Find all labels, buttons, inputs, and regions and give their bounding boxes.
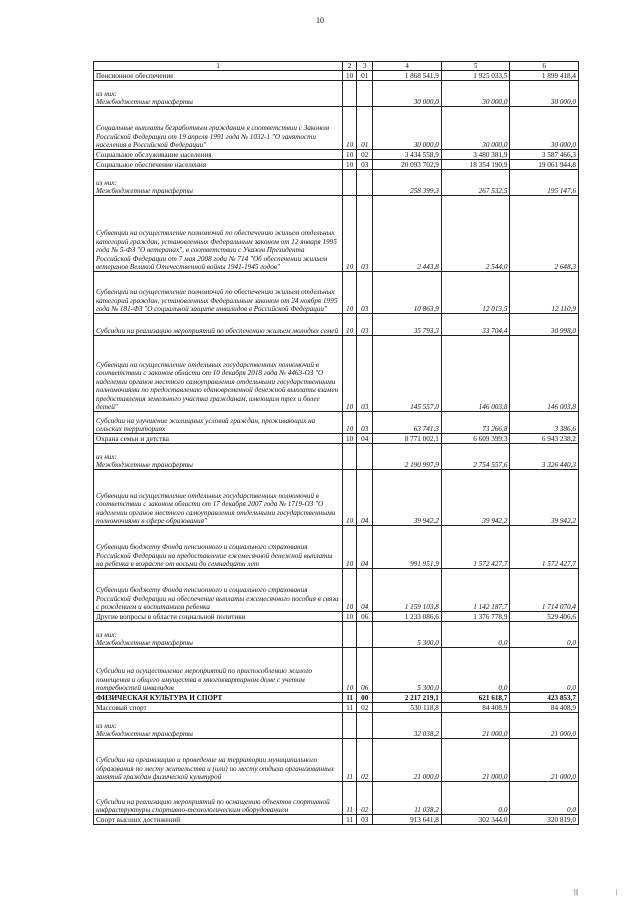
row-value-col5-cell: 33 704,4	[441, 314, 510, 336]
row-name-cell: Охрана семьи и детства	[94, 434, 343, 444]
row-subsection-code-cell: 03	[357, 412, 373, 434]
row-name-cell: Спорт высших достижений	[94, 815, 343, 825]
row-value-col5-cell: 18 354 190,9	[441, 160, 510, 170]
table-row	[94, 336, 579, 412]
row-value-col4-cell: 8 771 002,1	[373, 434, 442, 444]
row-subsection-code-cell: 03	[357, 196, 373, 272]
row-value-col5-cell: 12 013,5	[441, 272, 510, 314]
header-cell-1: 1	[94, 62, 343, 71]
row-subsection-code-cell	[357, 81, 373, 107]
row-section-code-cell: 10	[343, 272, 357, 314]
row-value-col5-cell: 0,0	[441, 648, 510, 693]
row-subsection-code-cell: 06	[357, 648, 373, 693]
row-name-cell: Субсидии на улучшение жилищных условий граждан, проживающих на сельских территориях	[94, 412, 343, 434]
table-row	[94, 314, 579, 336]
row-section-code-cell: 10	[343, 336, 357, 412]
row-section-code-cell: 10	[343, 314, 357, 336]
row-section-code-cell: 11	[343, 815, 357, 825]
row-value-col6-cell: 12 110,9	[510, 272, 579, 314]
row-subsection-code-cell: 02	[357, 703, 373, 713]
row-name-cell: из них: Межбюджетные трансферты	[94, 622, 343, 648]
row-value-col6-cell: 1 572 427,7	[510, 526, 579, 569]
row-value-col4-cell: 11 038,2	[373, 782, 442, 815]
row-value-col5-cell: 84 408,9	[441, 703, 510, 713]
row-section-code-cell	[343, 170, 357, 196]
row-subsection-code-cell	[357, 622, 373, 648]
row-value-col5-cell: 1 925 033,5	[441, 71, 510, 81]
row-name-cell: Субсидии на осуществление мероприятий по приспособлению жилого помещения и общего имущества в многоквартирном доме с учетом потребностей инвалидов	[94, 648, 343, 693]
row-name-cell: Субвенции на осуществление полномочий по обеспечению жильем отдельных категорий граждан, установленных Федеральным законом от 12 января 1995 года № 5-ФЗ "О ветеранах", в соответствии с Указом Президента Российской Федерации от 7 мая 2008 года № 714 "Об обеспечении жильем ветеранов Великой Отечественной войны 1941-1945 годов"	[94, 196, 343, 272]
row-subsection-code-cell: 02	[357, 150, 373, 160]
table-row	[94, 196, 579, 272]
row-value-col4-cell: 21 000,0	[373, 739, 442, 782]
row-value-col6-cell: 21 000,0	[510, 739, 579, 782]
row-name-cell: Субвенции бюджету Фонда пенсионного и социального страхования Российской Федерации на обеспечение выплаты ежемесячного пособия в связи с рождением и воспитанием ребенка	[94, 569, 343, 612]
row-value-col6-cell: 3 587 466,3	[510, 150, 579, 160]
row-value-col5-cell: 267 532,5	[441, 170, 510, 196]
row-value-col4-cell: 913 641,8	[373, 815, 442, 825]
header-cell-6: 6	[510, 62, 579, 71]
row-value-col6-cell: 21 000,0	[510, 713, 579, 739]
row-subsection-code-cell: 02	[357, 782, 373, 815]
table-row	[94, 150, 579, 160]
row-value-col5-cell: 146 003,8	[441, 336, 510, 412]
row-value-col4-cell: 258 399,3	[373, 170, 442, 196]
row-name-cell: из них: Межбюджетные трансферты	[94, 170, 343, 196]
row-subsection-code-cell: 04	[357, 569, 373, 612]
row-value-col6-cell: 2 648,3	[510, 196, 579, 272]
row-value-col6-cell: 30 000,0	[510, 107, 579, 150]
row-value-col4-cell: 530 118,8	[373, 703, 442, 713]
table-row	[94, 782, 579, 815]
row-value-col5-cell: 30 000,0	[441, 81, 510, 107]
row-value-col6-cell: 1 714 070,4	[510, 569, 579, 612]
row-section-code-cell: 11	[343, 693, 357, 703]
row-value-col6-cell: 529 406,6	[510, 612, 579, 622]
row-value-col5-cell: 6 609 399,3	[441, 434, 510, 444]
table-row	[94, 713, 579, 739]
row-value-col4-cell: 1 868 541,9	[373, 71, 442, 81]
row-value-col6-cell: 423 853,7	[510, 693, 579, 703]
row-subsection-code-cell: 03	[357, 336, 373, 412]
row-name-cell: Массовый спорт	[94, 703, 343, 713]
row-value-col5-cell: 1 376 778,9	[441, 612, 510, 622]
row-subsection-code-cell: 03	[357, 272, 373, 314]
row-name-cell: Субвенции на осуществление отдельных государственных полномочий в соответствии с законом области от 10 декабря 2018 года № 4463-ОЗ "О наделении органов местного самоуправления отдельными государственными полномочиями по предоставлению единовременной денежной выплаты взамен предоставления земельного участка гражданам, имеющим трех и более детей"	[94, 336, 343, 412]
table-row	[94, 739, 579, 782]
row-value-col5-cell: 2 754 557,6	[441, 444, 510, 470]
table-row	[94, 81, 579, 107]
row-value-col4-cell: 30 000,0	[373, 107, 442, 150]
header-cell-3: 3	[357, 62, 373, 71]
row-section-code-cell: 10	[343, 612, 357, 622]
table-row	[94, 693, 579, 703]
table-row	[94, 526, 579, 569]
table-row	[94, 272, 579, 314]
row-name-cell: из них: Межбюджетные трансферты	[94, 81, 343, 107]
table-row	[94, 815, 579, 825]
row-name-cell: Социальное обеспечение населения	[94, 160, 343, 170]
row-value-col4-cell: 39 942,2	[373, 470, 442, 526]
row-section-code-cell: 10	[343, 470, 357, 526]
row-name-cell: из них: Межбюджетные трансферты	[94, 444, 343, 470]
row-name-cell: Социальные выплаты безработным гражданам в соответствии с Законом Российской Федерации от 19 апреля 1991 года № 1032-1 "О занятости населения в Российской Федерации"	[94, 107, 343, 150]
row-value-col6-cell: 1 899 418,4	[510, 71, 579, 81]
row-value-col4-cell: 2 190 997,9	[373, 444, 442, 470]
row-subsection-code-cell	[357, 713, 373, 739]
footer-mark-right: |	[616, 888, 618, 896]
row-subsection-code-cell: 03	[357, 160, 373, 170]
row-subsection-code-cell: 04	[357, 526, 373, 569]
row-section-code-cell: 10	[343, 434, 357, 444]
table-row	[94, 170, 579, 196]
row-name-cell: Социальное обслуживание населения	[94, 150, 343, 160]
row-value-col5-cell: 2 544,0	[441, 196, 510, 272]
row-name-cell: Субвенции на осуществление полномочий по обеспечению жильем отдельных категорий граждан, установленных Федеральным законом от 24 ноября 1995 года № 181-ФЗ "О социальной защите инвалидов в Российской Федерации"	[94, 272, 343, 314]
row-value-col6-cell: 0,0	[510, 622, 579, 648]
table-row	[94, 648, 579, 693]
row-value-col6-cell: 320 819,0	[510, 815, 579, 825]
budget-table	[93, 61, 579, 825]
header-cell-4: 4	[373, 62, 442, 71]
row-name-cell: Субсидии на организацию и проведение на территории муниципального образования по месту жительства и (или) по месту отдыха организованных занятий граждан физической культурой	[94, 739, 343, 782]
row-value-col6-cell: 19 061 944,8	[510, 160, 579, 170]
row-subsection-code-cell	[357, 444, 373, 470]
row-subsection-code-cell: 03	[357, 815, 373, 825]
row-section-code-cell	[343, 444, 357, 470]
footer-mark-left: |||	[574, 888, 579, 896]
row-section-code-cell: 10	[343, 150, 357, 160]
row-section-code-cell: 10	[343, 526, 357, 569]
row-value-col5-cell: 30 000,0	[441, 107, 510, 150]
page-number: 10	[316, 16, 324, 25]
row-section-code-cell: 10	[343, 648, 357, 693]
row-value-col5-cell: 0,0	[441, 622, 510, 648]
row-value-col6-cell: 30 998,0	[510, 314, 579, 336]
row-value-col5-cell: 21 000,0	[441, 713, 510, 739]
row-name-cell: Субвенции на осуществление отдельных государственных полномочий в соответствии с законом области от 17 декабря 2007 года № 1719-ОЗ "О наделении органов местного самоуправления отдельными государственными полномочиями в сфере образования"	[94, 470, 343, 526]
row-subsection-code-cell: 01	[357, 107, 373, 150]
table-row	[94, 107, 579, 150]
table-row	[94, 612, 579, 622]
row-value-col5-cell: 39 942,2	[441, 470, 510, 526]
row-name-cell: Пенсионное обеспечение	[94, 71, 343, 81]
row-subsection-code-cell: 04	[357, 434, 373, 444]
row-value-col5-cell: 0,0	[441, 782, 510, 815]
row-section-code-cell: 10	[343, 160, 357, 170]
row-section-code-cell	[343, 81, 357, 107]
row-section-code-cell: 10	[343, 569, 357, 612]
row-name-cell: ФИЗИЧЕСКАЯ КУЛЬТУРА И СПОРТ	[94, 693, 343, 703]
row-section-code-cell: 11	[343, 739, 357, 782]
row-value-col4-cell: 3 434 558,9	[373, 150, 442, 160]
row-section-code-cell: 10	[343, 196, 357, 272]
row-value-col5-cell: 302 344,0	[441, 815, 510, 825]
row-subsection-code-cell: 01	[357, 71, 373, 81]
row-name-cell: из них: Межбюджетные трансферты	[94, 713, 343, 739]
row-value-col5-cell: 73 266,8	[441, 412, 510, 434]
table-row	[94, 444, 579, 470]
table-header-row	[94, 62, 579, 71]
row-value-col6-cell: 146 003,8	[510, 336, 579, 412]
row-value-col6-cell: 195 147,6	[510, 170, 579, 196]
table-row	[94, 71, 579, 81]
header-cell-2: 2	[343, 62, 357, 71]
row-value-col6-cell: 0,0	[510, 782, 579, 815]
row-value-col6-cell: 3 326 440,3	[510, 444, 579, 470]
row-subsection-code-cell: 03	[357, 314, 373, 336]
row-section-code-cell: 10	[343, 412, 357, 434]
table-row	[94, 160, 579, 170]
table-row	[94, 569, 579, 612]
row-section-code-cell: 10	[343, 107, 357, 150]
row-value-col4-cell: 2 443,8	[373, 196, 442, 272]
row-section-code-cell: 10	[343, 71, 357, 81]
row-value-col5-cell: 3 480 381,9	[441, 150, 510, 160]
row-value-col4-cell: 5 300,0	[373, 622, 442, 648]
row-value-col4-cell: 5 300,0	[373, 648, 442, 693]
table-row	[94, 622, 579, 648]
row-section-code-cell	[343, 713, 357, 739]
row-value-col6-cell: 3 386,6	[510, 412, 579, 434]
row-subsection-code-cell: 00	[357, 693, 373, 703]
row-value-col6-cell: 0,0	[510, 648, 579, 693]
row-value-col4-cell: 63 741,3	[373, 412, 442, 434]
row-value-col5-cell: 621 618,7	[441, 693, 510, 703]
row-subsection-code-cell: 04	[357, 470, 373, 526]
row-value-col4-cell: 1 159 103,8	[373, 569, 442, 612]
row-value-col4-cell: 35 793,3	[373, 314, 442, 336]
row-subsection-code-cell: 06	[357, 612, 373, 622]
row-subsection-code-cell: 02	[357, 739, 373, 782]
row-section-code-cell: 11	[343, 703, 357, 713]
row-name-cell: Субсидии на реализацию мероприятий по оснащению объектов спортивной инфраструктуры спортивно-технологическим оборудованием	[94, 782, 343, 815]
row-value-col4-cell: 2 217 219,1	[373, 693, 442, 703]
row-value-col4-cell: 20 093 702,9	[373, 160, 442, 170]
row-value-col6-cell: 84 408,9	[510, 703, 579, 713]
row-value-col4-cell: 32 038,2	[373, 713, 442, 739]
table-row	[94, 703, 579, 713]
row-value-col4-cell: 30 000,0	[373, 81, 442, 107]
header-cell-5: 5	[441, 62, 510, 71]
row-subsection-code-cell	[357, 170, 373, 196]
row-value-col4-cell: 145 557,0	[373, 336, 442, 412]
table-row	[94, 412, 579, 434]
row-section-code-cell: 11	[343, 782, 357, 815]
row-value-col4-cell: 991 951,9	[373, 526, 442, 569]
row-name-cell: Субвенции бюджету Фонда пенсионного и социального страхования Российской Федерации на предоставление ежемесячной денежной выплаты на ребенка в возрасте от восьми до семнадцати лет	[94, 526, 343, 569]
row-value-col4-cell: 1 233 086,6	[373, 612, 442, 622]
row-value-col5-cell: 1 142 187,7	[441, 569, 510, 612]
table-row	[94, 470, 579, 526]
row-value-col4-cell: 10 863,9	[373, 272, 442, 314]
row-value-col6-cell: 30 000,0	[510, 81, 579, 107]
row-name-cell: Субсидии на реализацию мероприятий по обеспечению жильем молодых семей	[94, 314, 343, 336]
row-value-col6-cell: 39 942,2	[510, 470, 579, 526]
row-section-code-cell	[343, 622, 357, 648]
row-name-cell: Другие вопросы в области социальной политики	[94, 612, 343, 622]
row-value-col6-cell: 6 943 238,2	[510, 434, 579, 444]
table-row	[94, 434, 579, 444]
row-value-col5-cell: 1 572 427,7	[441, 526, 510, 569]
row-value-col5-cell: 21 000,0	[441, 739, 510, 782]
